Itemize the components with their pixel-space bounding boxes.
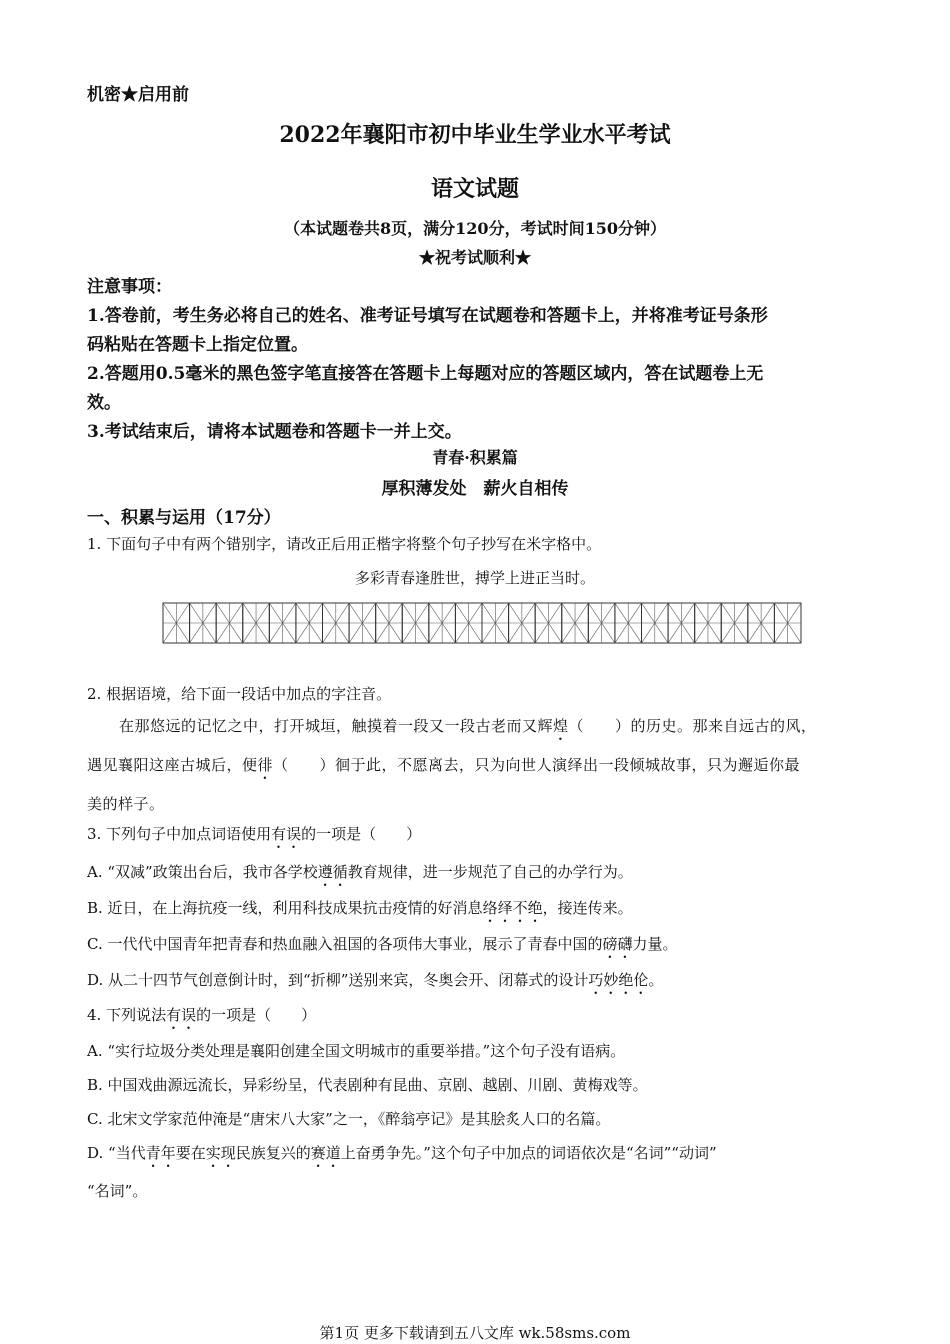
q4-option-c: C. 北宋文学家范仲淹是“唐宋八大家”之一，《醉翁亭记》是其脍炙人口的名篇。 bbox=[87, 1110, 611, 1128]
mi-grid-cell[interactable] bbox=[376, 603, 403, 643]
subject-title: 语文试题 bbox=[430, 176, 519, 202]
page-footer: 第1页 更多下载请到五八文库 wk.58sms.com bbox=[319, 1324, 631, 1342]
q4-option-d: D. “当代青年要在实现民族复兴的赛道上奋勇争先。”这个句子中加点的词语依次是“名词”“动词” bbox=[87, 1144, 717, 1162]
exam-info: （本试题卷共8页，满分120分，考试时间150分钟） bbox=[284, 219, 666, 238]
mi-grid-cell[interactable] bbox=[535, 603, 562, 643]
mi-grid-cell[interactable] bbox=[163, 603, 190, 643]
note-2-line-2: 效。 bbox=[87, 393, 121, 413]
note-2-line-1: 2.答题用0.5毫米的黑色签字笔直接答在答题卡上每题对应的答题区域内，答在试题卷上无 bbox=[87, 364, 764, 384]
mi-grid-cell[interactable] bbox=[588, 603, 615, 643]
q2-dotted-char-1: 煌 bbox=[553, 717, 569, 735]
mi-grid-cell[interactable] bbox=[695, 603, 722, 643]
mi-grid-cell[interactable] bbox=[509, 603, 536, 643]
mi-grid-cell[interactable] bbox=[774, 603, 801, 643]
q3-option-c: C. 一代代中国青年把青春和热血融入祖国的各项伟大事业，展示了青春中国的磅礴力量。 bbox=[87, 935, 678, 953]
exam-wish: ★祝考试顺利★ bbox=[418, 248, 531, 267]
mi-grid-cell[interactable] bbox=[323, 603, 350, 643]
q2-dotted-char-2: 徘 bbox=[257, 756, 274, 774]
mi-grid-cell[interactable] bbox=[190, 603, 217, 643]
mi-grid-cell[interactable] bbox=[482, 603, 509, 643]
mi-grid-cell[interactable] bbox=[721, 603, 748, 643]
mi-grid-cell[interactable] bbox=[269, 603, 296, 643]
mi-grid-cell[interactable] bbox=[349, 603, 376, 643]
note-3: 3.考试结束后，请将本试题卷和答题卡一并上交。 bbox=[87, 422, 462, 442]
q2-stem: 2. 根据语境，给下面一段话中加点的字注音。 bbox=[87, 685, 392, 703]
mi-grid-cell[interactable] bbox=[216, 603, 243, 643]
mi-grid-cell[interactable] bbox=[748, 603, 775, 643]
q3-option-d: D. 从二十四节气创意倒计时，到“折柳”送别来宾，冬奥会开、闭幕式的设计巧妙绝伦。 bbox=[87, 971, 664, 989]
mi-grid-cell[interactable] bbox=[455, 603, 482, 643]
section-theme: 青春·积累篇 bbox=[432, 448, 518, 467]
q4-option-a: A. “实行垃圾分类处理是襄阳创建全国文明城市的重要举措。”这个句子没有语病。 bbox=[87, 1042, 626, 1060]
q4-option-b: B. 中国戏曲源远流长，异彩纷呈，代表剧种有昆曲、京剧、越剧、川剧、黄梅戏等。 bbox=[87, 1076, 648, 1094]
q2-passage-line-3: 美的样子。 bbox=[87, 795, 165, 813]
section-motto: 厚积薄发处 薪火自相传 bbox=[381, 479, 569, 499]
q2-passage-line-1: 在那悠远的记忆之中，打开城垣，触摸着一段又一段古老而又辉煌（ ）的历史。那来自远古的风， bbox=[119, 717, 817, 735]
exam-title: 2022年襄阳市初中毕业生学业水平考试 bbox=[279, 122, 671, 148]
mi-grid[interactable] bbox=[162, 602, 802, 644]
mi-grid-cell[interactable] bbox=[615, 603, 642, 643]
mi-grid-cell[interactable] bbox=[402, 603, 429, 643]
q1-sentence: 多彩青春逢胜世，搏学上进正当时。 bbox=[354, 569, 595, 587]
mi-grid-cell[interactable] bbox=[562, 603, 589, 643]
secret-label: 机密★启用前 bbox=[87, 85, 189, 105]
mi-grid-cell[interactable] bbox=[668, 603, 695, 643]
mi-grid-cell[interactable] bbox=[296, 603, 323, 643]
mi-grid-cell[interactable] bbox=[429, 603, 456, 643]
q4-option-d-line-2: “名词”。 bbox=[87, 1182, 148, 1200]
q3-stem: 3. 下列句子中加点词语使用有误的一项是（ ） bbox=[87, 825, 422, 843]
q4-stem: 4. 下列说法有误的一项是（ ） bbox=[87, 1006, 317, 1024]
part-1-heading: 一、积累与运用（17分） bbox=[87, 508, 281, 528]
notes-heading: 注意事项： bbox=[87, 277, 172, 297]
mi-grid-cell[interactable] bbox=[243, 603, 270, 643]
note-1-line-2: 码粘贴在答题卡上指定位置。 bbox=[87, 335, 308, 355]
note-1-line-1: 1.答卷前，考生务必将自己的姓名、准考证号填写在试题卷和答题卡上，并将准考证号条形 bbox=[87, 306, 768, 326]
q3-option-b: B. 近日，在上海抗疫一线，利用科技成果抗击疫情的好消息络绎不绝，接连传来。 bbox=[87, 899, 633, 917]
q2-passage-line-2: 遇见襄阳这座古城后，便徘（ ）徊于此，不愿离去，只为向世人演绎出一段倾城故事，只为邂逅你最 bbox=[87, 756, 801, 774]
q3-option-a: A. “双减”政策出台后，我市各学校遵循教育规律，进一步规范了自己的办学行为。 bbox=[87, 863, 633, 881]
mi-grid-cell[interactable] bbox=[642, 603, 669, 643]
q1-stem: 1. 下面句子中有两个错别字，请改正后用正楷字将整个句子抄写在米字格中。 bbox=[87, 535, 602, 553]
